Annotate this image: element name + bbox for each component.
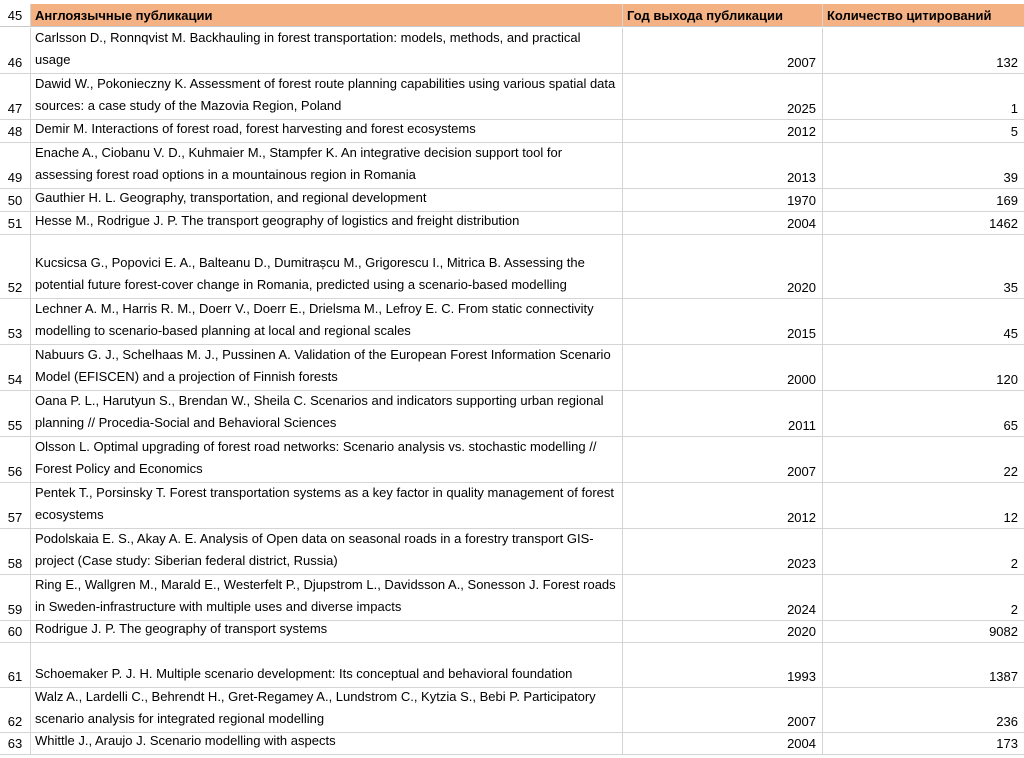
row-number-cell[interactable] <box>0 28 31 74</box>
citations-cell[interactable] <box>823 483 1024 529</box>
header-row <box>0 4 1024 27</box>
title-cell[interactable] <box>31 621 623 643</box>
title-cell[interactable] <box>31 120 623 143</box>
citation-count: 39 <box>1003 170 1018 185</box>
row-number: 59 <box>7 602 23 617</box>
year-cell[interactable] <box>623 299 823 345</box>
publication-title: Enache A., Ciobanu V. D., Kuhmaier M., Stampfer K. An integrative decision support tool for assessing forest road options in a mountainous region in Romania <box>35 145 563 182</box>
publication-year: 2020 <box>787 280 816 295</box>
row-number-cell[interactable] <box>0 74 31 120</box>
publication-year: 2015 <box>787 326 816 341</box>
title-cell[interactable] <box>31 235 623 299</box>
publication-year: 2025 <box>787 101 816 116</box>
table-row <box>0 688 1024 733</box>
citation-count: 22 <box>1003 464 1018 479</box>
table-row <box>0 733 1024 755</box>
publication-title: Schoemaker P. J. H. Multiple scenario development: Its conceptual and behavioral foundation <box>35 666 573 681</box>
table-row <box>0 235 1024 299</box>
citation-count: 12 <box>1003 510 1018 525</box>
title-cell[interactable] <box>31 28 623 74</box>
citation-count: 9082 <box>989 624 1018 639</box>
row-number-cell[interactable] <box>0 212 31 235</box>
title-cell[interactable] <box>31 189 623 212</box>
row-number: 55 <box>7 418 23 433</box>
citations-cell[interactable] <box>823 28 1024 74</box>
header-cell-year[interactable] <box>623 4 823 27</box>
publication-year: 1970 <box>787 193 816 208</box>
year-cell[interactable] <box>623 437 823 483</box>
publication-title: Pentek T., Porsinsky T. Forest transportation systems as a key factor in quality management of forest ecosystems <box>35 485 615 522</box>
title-cell[interactable] <box>31 74 623 120</box>
row-number-cell[interactable] <box>0 688 31 733</box>
row-number: 53 <box>7 326 23 341</box>
title-cell[interactable] <box>31 437 623 483</box>
row-number: 58 <box>7 556 23 571</box>
publication-year: 2007 <box>787 464 816 479</box>
citation-count: 5 <box>1010 124 1018 139</box>
publication-title: Rodrigue J. P. The geography of transport systems <box>35 621 328 636</box>
citations-cell[interactable] <box>823 437 1024 483</box>
table-row <box>0 212 1024 235</box>
publication-title: Olsson L. Optimal upgrading of forest road networks: Scenario analysis vs. stochastic modelling // Forest Policy and Economics <box>35 439 597 476</box>
year-cell[interactable] <box>623 28 823 74</box>
citation-count: 2 <box>1010 602 1018 617</box>
publication-year: 2011 <box>788 418 816 433</box>
title-cell[interactable] <box>31 529 623 575</box>
citation-count: 132 <box>996 55 1018 70</box>
row-number-cell[interactable] <box>0 643 31 688</box>
title-cell[interactable] <box>31 688 623 733</box>
publication-year: 2012 <box>787 510 816 525</box>
row-number-cell[interactable] <box>0 391 31 437</box>
citations-cell[interactable] <box>823 643 1024 688</box>
header-cell-citations[interactable] <box>823 4 1024 27</box>
citation-count: 1 <box>1010 101 1018 116</box>
citations-cell[interactable] <box>823 189 1024 212</box>
year-cell[interactable] <box>623 621 823 643</box>
citations-cell[interactable] <box>823 235 1024 299</box>
table-row <box>0 621 1024 643</box>
citations-cell[interactable] <box>823 688 1024 733</box>
title-cell[interactable] <box>31 733 623 755</box>
year-cell[interactable] <box>623 575 823 621</box>
year-cell[interactable] <box>623 212 823 235</box>
citations-cell[interactable] <box>823 212 1024 235</box>
citation-count: 2 <box>1010 556 1018 571</box>
citation-count: 120 <box>996 372 1018 387</box>
publication-title: Oana P. L., Harutyun S., Brendan W., Sheila C. Scenarios and indicators supporting urban regional planning // Procedia-Social and Behavioral Sciences <box>35 393 604 430</box>
year-cell[interactable] <box>623 189 823 212</box>
publication-year: 2007 <box>787 714 816 729</box>
citation-count: 1462 <box>989 216 1018 231</box>
publication-year: 2013 <box>787 170 816 185</box>
year-cell[interactable] <box>623 643 823 688</box>
year-cell[interactable] <box>623 529 823 575</box>
publication-year: 2000 <box>787 372 816 387</box>
header-cell-title[interactable] <box>31 4 623 27</box>
publication-title: Gauthier H. L. Geography, transportation, and regional development <box>35 190 427 205</box>
row-number: 63 <box>7 736 23 751</box>
publication-title: Podolskaia E. S., Akay A. E. Analysis of Open data on seasonal roads in a forestry transport GIS-project (Case study: Siberian federal district, Russia) <box>35 531 594 568</box>
publication-year: 1993 <box>787 669 816 684</box>
row-number-cell[interactable] <box>0 621 31 643</box>
year-cell[interactable] <box>623 733 823 755</box>
citations-cell[interactable] <box>823 299 1024 345</box>
publication-title: Dawid W., Pokonieczny K. Assessment of forest route planning capabilities using various spatial data sources: a case study of the Mazovia Region, Poland <box>35 76 616 113</box>
row-number: 48 <box>7 124 23 139</box>
row-number-cell[interactable] <box>0 529 31 575</box>
title-cell[interactable] <box>31 143 623 189</box>
year-cell[interactable] <box>623 235 823 299</box>
year-cell[interactable] <box>623 120 823 143</box>
year-cell[interactable] <box>623 688 823 733</box>
table-row <box>0 28 1024 74</box>
table-row <box>0 143 1024 189</box>
citations-cell[interactable] <box>823 621 1024 643</box>
row-number: 47 <box>7 101 23 116</box>
publication-title: Kucsicsa G., Popovici E. A., Balteanu D., Dumitrașcu M., Grigorescu I., Mitrica B. Assessing the potential future forest-cover change in Romania, predicted using a scenario-based modelling <box>35 255 585 292</box>
publication-title: Hesse M., Rodrigue J. P. The transport geography of logistics and freight distribution <box>35 213 520 228</box>
title-cell[interactable] <box>31 345 623 391</box>
title-cell[interactable] <box>31 643 623 688</box>
publication-title: Demir M. Interactions of forest road, forest harvesting and forest ecosystems <box>35 121 476 136</box>
publication-year: 2004 <box>787 216 816 231</box>
row-number-cell[interactable] <box>0 437 31 483</box>
citation-count: 35 <box>1003 280 1018 295</box>
publication-year: 2007 <box>787 55 816 70</box>
row-number-cell[interactable] <box>0 235 31 299</box>
publication-year: 2023 <box>787 556 816 571</box>
table-row <box>0 74 1024 120</box>
table-row <box>0 483 1024 529</box>
citations-cell[interactable] <box>823 143 1024 189</box>
citation-count: 45 <box>1003 326 1018 341</box>
row-number: 49 <box>7 170 23 185</box>
table-row <box>0 345 1024 391</box>
year-cell[interactable] <box>623 345 823 391</box>
row-number-cell[interactable] <box>0 189 31 212</box>
publication-year: 2020 <box>787 624 816 639</box>
row-number-cell[interactable] <box>0 4 31 27</box>
citations-cell[interactable] <box>823 120 1024 143</box>
row-number-cell[interactable] <box>0 143 31 189</box>
publication-title: Ring E., Wallgren M., Marald E., Westerfelt P., Djupstrom L., Davidsson A., Sonesson J. Forest roads in Sweden-infrastructure with multiple uses and diverse impacts <box>35 577 616 614</box>
row-number: 52 <box>7 280 23 295</box>
row-number: 51 <box>7 216 23 231</box>
table-row <box>0 575 1024 621</box>
citation-count: 173 <box>996 736 1018 751</box>
year-cell[interactable] <box>623 143 823 189</box>
citation-count: 65 <box>1003 418 1018 433</box>
citations-cell[interactable] <box>823 391 1024 437</box>
publication-title: Whittle J., Araujo J. Scenario modelling with aspects <box>35 733 336 748</box>
citations-cell[interactable] <box>823 733 1024 755</box>
title-cell[interactable] <box>31 391 623 437</box>
year-cell[interactable] <box>623 391 823 437</box>
publication-title: Carlsson D., Ronnqvist M. Backhauling in forest transportation: models, methods, and practical usage <box>35 30 581 67</box>
publication-title: Walz A., Lardelli C., Behrendt H., Gret-Regamey A., Lundstrom C., Kytzia S., Bebi P. Participatory scenario analysis for integrated regional modelling <box>35 689 596 726</box>
header-title-label: Англоязычные публикации <box>35 8 213 23</box>
row-number: 54 <box>7 372 23 387</box>
citations-cell[interactable] <box>823 345 1024 391</box>
title-cell[interactable] <box>31 483 623 529</box>
header-year-label: Год выхода публикации <box>627 8 783 23</box>
citations-cell[interactable] <box>823 529 1024 575</box>
year-cell[interactable] <box>623 74 823 120</box>
title-cell[interactable] <box>31 575 623 621</box>
row-number: 57 <box>7 510 23 525</box>
row-number-cell[interactable] <box>0 575 31 621</box>
citation-count: 169 <box>996 193 1018 208</box>
citations-cell[interactable] <box>823 74 1024 120</box>
table-row <box>0 120 1024 143</box>
row-number-cell[interactable] <box>0 299 31 345</box>
table-row <box>0 529 1024 575</box>
title-cell[interactable] <box>31 299 623 345</box>
year-cell[interactable] <box>623 483 823 529</box>
citation-count: 1387 <box>989 669 1018 684</box>
publication-year: 2012 <box>787 124 816 139</box>
table-row <box>0 391 1024 437</box>
table-row <box>0 189 1024 212</box>
title-cell[interactable] <box>31 212 623 235</box>
row-number-cell[interactable] <box>0 345 31 391</box>
citation-count: 236 <box>996 714 1018 729</box>
row-number-cell[interactable] <box>0 483 31 529</box>
table-row <box>0 437 1024 483</box>
row-number: 62 <box>7 714 23 729</box>
publication-year: 2024 <box>787 602 816 617</box>
row-number: 61 <box>7 669 23 684</box>
row-number: 45 <box>7 8 23 23</box>
publication-title: Nabuurs G. J., Schelhaas M. J., Pussinen A. Validation of the European Forest Information Scenario Model (EFISCEN) and a projection of Finnish forests <box>35 347 611 384</box>
publication-title: Lechner A. M., Harris R. M., Doerr V., Doerr E., Drielsma M., Lefroy E. C. From static connectivity modelling to scenario-based planning at local and regional scales <box>35 301 594 338</box>
row-number-cell[interactable] <box>0 120 31 143</box>
table-row <box>0 299 1024 345</box>
publication-year: 2004 <box>787 736 816 751</box>
table-row <box>0 643 1024 688</box>
row-number-cell[interactable] <box>0 733 31 755</box>
header-citations-label: Количество цитирований <box>827 8 992 23</box>
row-number: 56 <box>7 464 23 479</box>
citations-cell[interactable] <box>823 575 1024 621</box>
row-number: 46 <box>7 55 23 70</box>
row-number: 60 <box>7 624 23 639</box>
row-number: 50 <box>7 193 23 208</box>
